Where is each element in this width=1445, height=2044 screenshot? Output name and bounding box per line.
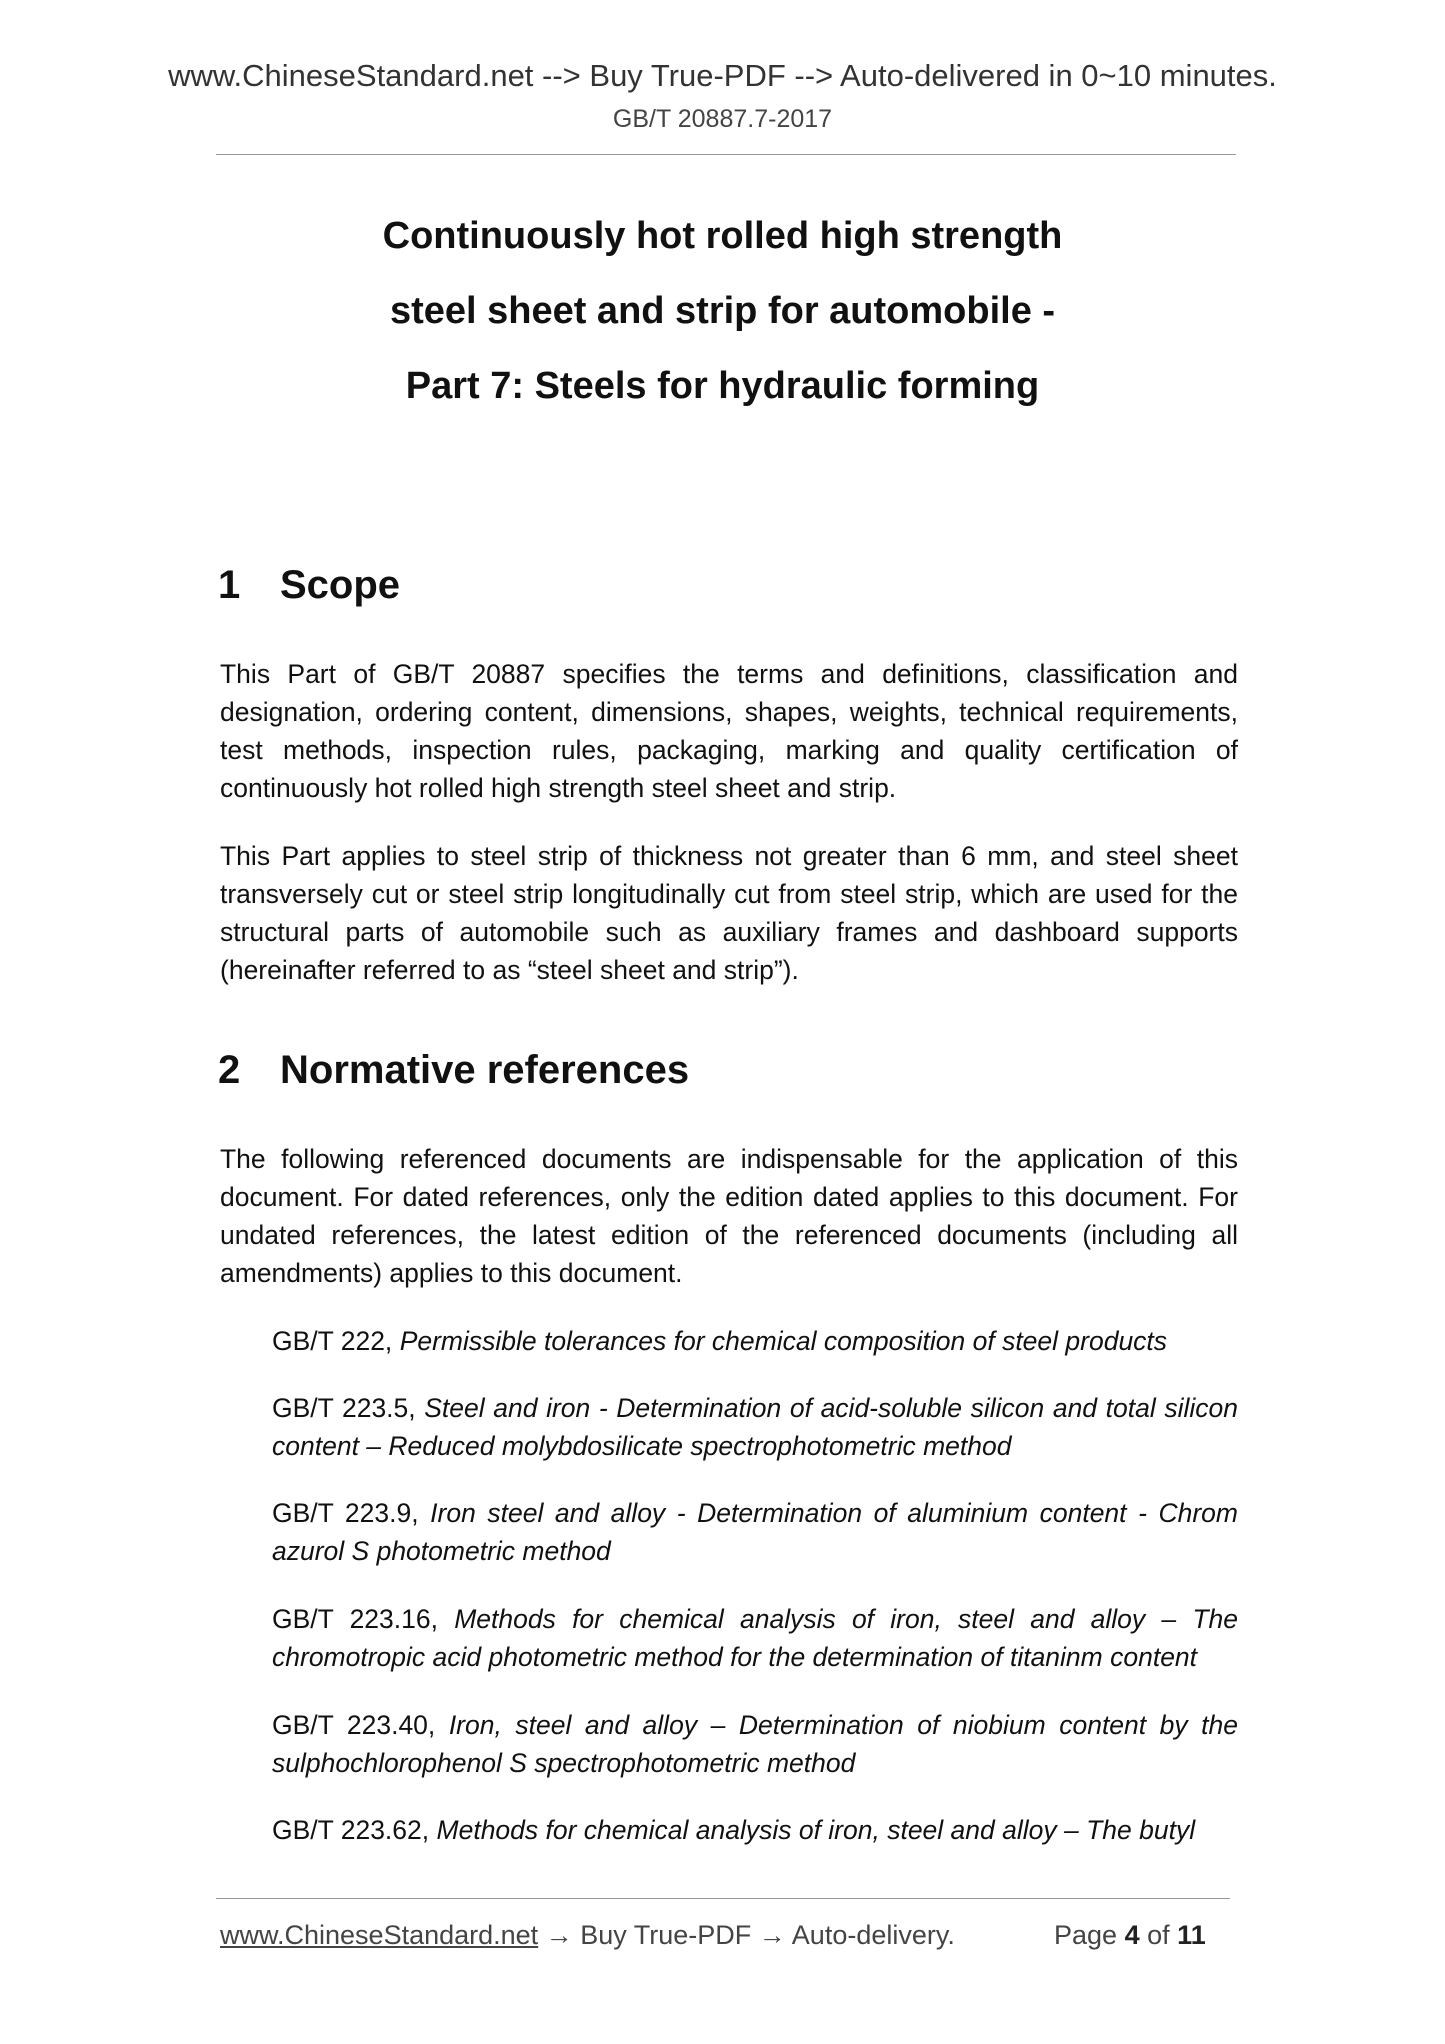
section-1-title: Scope	[280, 563, 401, 607]
arrow-right-icon: →	[545, 1920, 573, 1950]
reference-item	[272, 1706, 1238, 1782]
page-indicator	[1054, 1920, 1206, 1951]
reference-title: Permissible tolerances for chemical composition of steel products	[399, 1326, 1168, 1356]
footer-delivery-text: Auto-delivery.	[791, 1920, 955, 1950]
reference-item	[272, 1389, 1238, 1465]
reference-title: Methods for chemical analysis of iron, steel and alloy – The butyl	[436, 1815, 1196, 1845]
reference-title: Iron, steel and alloy – Determination of niobium content by the sulphochlorophenol S spectrophotometric method	[272, 1710, 1238, 1778]
footer-promo	[220, 1920, 955, 1951]
reference-title: Methods for chemical analysis of iron, steel and alloy – The chromotropic acid photometric method for the determination of titaninm content	[272, 1604, 1238, 1672]
reference-item	[272, 1322, 1238, 1360]
header-divider	[216, 154, 1236, 155]
title-line-3: Part 7: Steels for hydraulic forming	[405, 365, 1040, 407]
of-label: of	[1147, 1920, 1170, 1950]
reference-code: GB/T 222,	[272, 1326, 393, 1356]
normative-intro-paragraph: The following referenced documents are indispensable for the application of this document. For dated references, only the edition dated applies to this document. For undated references, the latest edition of the referenced documents (including all amendments) applies to this document.	[220, 1144, 1238, 1288]
reference-code: GB/T 223.40,	[272, 1710, 436, 1740]
title-line-1: Continuously hot rolled high strength	[382, 215, 1063, 257]
section-2-number: 2	[218, 1048, 241, 1092]
scope-paragraph-1: This Part of GB/T 20887 specifies the terms and definitions, classification and designation, ordering content, dimensions, shapes, weights, technical requirements, test methods, inspection rules, packaging, marking and quality certification of continuously hot rolled high strength steel sheet and strip.	[220, 659, 1238, 803]
reference-code: GB/T 223.16,	[272, 1604, 438, 1634]
section-1-number: 1	[218, 563, 241, 607]
reference-item	[272, 1494, 1238, 1570]
arrow-right-icon: →	[758, 1920, 786, 1950]
header-promo: www.ChineseStandard.net --> Buy True-PDF --> Auto-delivered in 0~10 minutes.	[168, 58, 1277, 93]
section-1-heading	[218, 563, 400, 608]
reference-code: GB/T 223.5,	[272, 1393, 416, 1423]
reference-title: Iron steel and alloy - Determination of aluminium content - Chrom azurol S photometric method	[272, 1498, 1238, 1566]
page-label: Page	[1054, 1920, 1118, 1950]
reference-item	[272, 1600, 1238, 1676]
footer-buy-text: Buy True-PDF	[580, 1920, 752, 1950]
reference-item	[272, 1811, 1238, 1849]
footer-site-link[interactable]: www.ChineseStandard.net	[220, 1920, 539, 1950]
total-pages: 11	[1177, 1920, 1206, 1950]
reference-code: GB/T 223.9,	[272, 1498, 419, 1528]
header-doc-id: GB/T 20887.7-2017	[612, 105, 833, 133]
page-number: 4	[1124, 1920, 1140, 1950]
scope-paragraph-2: This Part applies to steel strip of thickness not greater than 6 mm, and steel sheet transversely cut or steel strip longitudinally cut from steel strip, which are used for the structural parts of automobile such as auxiliary frames and dashboard supports (hereinafter referred to as “steel sheet and strip”).	[220, 841, 1238, 985]
section-2-title: Normative references	[280, 1048, 690, 1092]
title-line-2: steel sheet and strip for automobile -	[389, 290, 1056, 332]
reference-title: Steel and iron - Determination of acid-soluble silicon and total silicon content – Reduced molybdosilicate spectrophotometric method	[272, 1393, 1238, 1461]
reference-code: GB/T 223.62,	[272, 1815, 430, 1845]
section-2-heading	[218, 1048, 689, 1093]
footer-divider	[216, 1898, 1230, 1899]
